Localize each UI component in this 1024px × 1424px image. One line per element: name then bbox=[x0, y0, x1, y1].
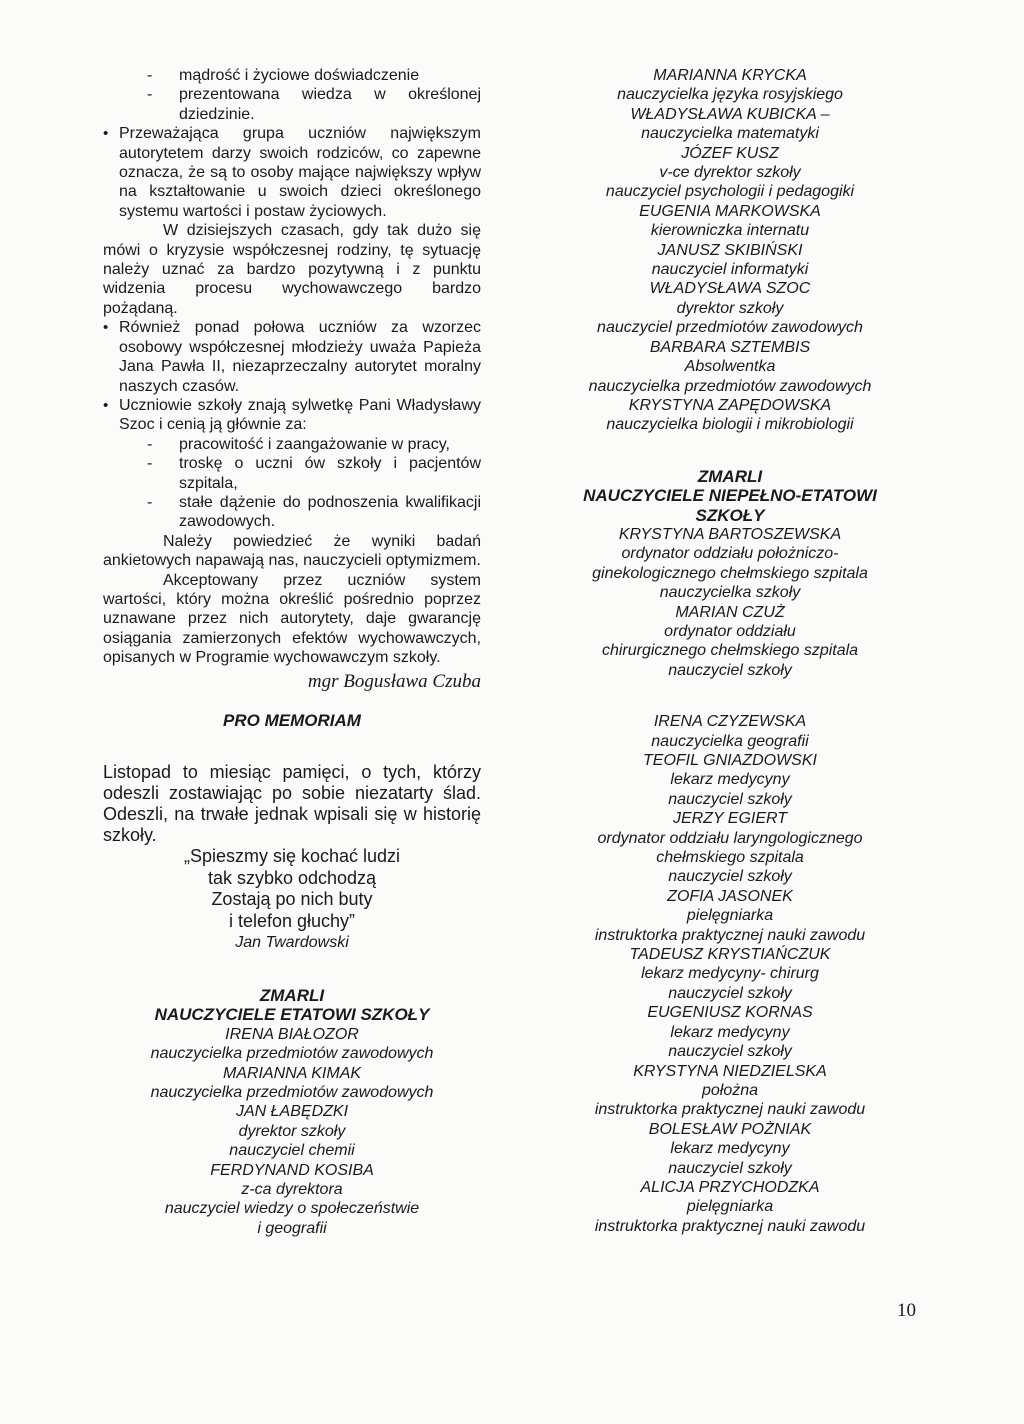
person-role: nauczyciel przedmiotów zawodowych bbox=[597, 319, 863, 337]
person-role: i geografii bbox=[257, 1219, 327, 1237]
person-name: EUGENIA MARKOWSKA bbox=[639, 202, 821, 220]
person-role: nauczyciel szkoły bbox=[668, 1159, 792, 1177]
poem-line: Zostają po nich buty bbox=[211, 889, 373, 910]
list-item: - prezentowana wiedza w określonej dziedzinie. bbox=[147, 85, 481, 124]
person-role: instruktorka praktycznej nauki zawodu bbox=[594, 926, 866, 944]
person-role: nauczyciel szkoły bbox=[668, 661, 792, 679]
person-role: kierowniczka internatu bbox=[650, 222, 810, 240]
person-name: IRENA BIAŁOZOR bbox=[225, 1025, 359, 1043]
intro-paragraph: Listopad to miesiąc pamięci, o tych, którzy odeszli zostawiając po sobie niezatarty ślad. Odeszli, na trwałe jednak wpisali się w historię szkoły. bbox=[103, 762, 481, 846]
person-role: nauczycielka przedmiotów zawodowych bbox=[588, 377, 872, 395]
right-column bbox=[560, 66, 900, 1236]
list-item: - pracowitość i zaangażowanie w pracy, bbox=[147, 435, 481, 454]
bullet-paragraph: • Uczniowie szkoły znają sylwetkę Pani Władysławy Szoc i cenią ją głównie za: bbox=[103, 396, 481, 435]
list-item: - mądrość i życiowe doświadczenie bbox=[147, 66, 481, 85]
person-name: ZOFIA JASONEK bbox=[667, 887, 793, 905]
person-name: KRYSTYNA NIEDZIELSKA bbox=[633, 1062, 827, 1080]
bullet-paragraph: • Również ponad połowa uczniów za wzorzec osobowy współczesnej młodzieży uważa Papieża Jana Pawła II, niezaprzeczalny autorytet moralny naszych czasów. bbox=[103, 318, 481, 396]
paragraph: W dzisiejszych czasach, gdy tak dużo się mówi o kryzysie współczesnej rodziny, tę sytuację należy uznać za bardzo pozytywną i z punktu widzenia procesu wychowawczego bardzo pożądaną. bbox=[103, 222, 481, 317]
person-name: EUGENIUSZ KORNAS bbox=[647, 1004, 813, 1022]
person-role: instruktorka praktycznej nauki zawodu bbox=[594, 1101, 866, 1119]
person-name: MARIANNA KRYCKA bbox=[653, 67, 807, 84]
person-name: WŁADYSŁAWA SZOC bbox=[649, 280, 811, 298]
person-role: chełmskiego szpitala bbox=[656, 849, 804, 867]
person-role: ordynator oddziału bbox=[664, 622, 796, 640]
person-role: lekarz medycyny bbox=[670, 771, 790, 789]
person-role: nauczyciel szkoły bbox=[668, 790, 792, 808]
person-role: v-ce dyrektor szkoły bbox=[659, 164, 801, 182]
person-name: BOLESŁAW POŻNIAK bbox=[648, 1120, 812, 1138]
person-role: lekarz medycyny bbox=[670, 1023, 790, 1041]
person-name: TEOFIL GNIAZDOWSKI bbox=[643, 752, 817, 769]
person-name: JANUSZ SKIBIŃSKI bbox=[657, 241, 803, 259]
list-item: - troskę o uczni ów szkoły i pacjentów szpitala, bbox=[147, 454, 481, 493]
person-name: ALICJA PRZYCHODZKA bbox=[640, 1178, 820, 1196]
person-role: ginekologicznego chełmskiego szpitala bbox=[592, 564, 868, 582]
person-role: z-ca dyrektora bbox=[241, 1180, 343, 1198]
paragraph: Należy powiedzieć że wyniki badań ankietowych napawają nas, nauczycieli optymizmem. bbox=[103, 532, 481, 570]
section-heading: PRO MEMORIAM bbox=[223, 711, 361, 730]
person-name: FERDYNAND KOSIBA bbox=[210, 1161, 374, 1179]
person-name: TADEUSZ KRYSTIAŃCZUK bbox=[629, 946, 831, 964]
name-list bbox=[560, 712, 900, 1236]
person-role: nauczycielka szkoły bbox=[659, 584, 801, 602]
person-role: dyrektor szkoły bbox=[238, 1122, 346, 1140]
person-role: lekarz medycyny- chirurg bbox=[641, 965, 819, 983]
person-role: nauczycielka przedmiotów zawodowych bbox=[150, 1045, 434, 1063]
person-role: instruktorka praktycznej nauki zawodu bbox=[594, 1217, 866, 1235]
person-role: nauczycielka przedmiotów zawodowych bbox=[150, 1083, 434, 1101]
person-role: nauczyciel szkoły bbox=[668, 984, 792, 1002]
person-name: KRYSTYNA ZAPĘDOWSKA bbox=[628, 396, 832, 414]
poem-author: Jan Twardowski bbox=[235, 934, 349, 952]
section-subheading: SZKOŁY bbox=[695, 505, 765, 525]
person-name: MARIAN CZUŻ bbox=[675, 603, 785, 621]
person-role: pielęgniarka bbox=[686, 907, 774, 925]
person-name: IRENA CZYZEWSKA bbox=[653, 713, 807, 731]
person-role: nauczyciel informatyki bbox=[651, 261, 809, 279]
page-number: 10 bbox=[897, 1300, 916, 1321]
poem-line: i telefon głuchy” bbox=[228, 910, 356, 931]
person-role: nauczycielka biologii i mikrobiologii bbox=[606, 416, 854, 434]
person-role: nauczyciel wiedzy o społeczeństwie bbox=[164, 1200, 420, 1218]
poem bbox=[103, 846, 481, 954]
signature: mgr Bogusława Czuba bbox=[307, 670, 481, 692]
person-name: MARIANNA KIMAK bbox=[222, 1064, 362, 1082]
person-role: nauczyciel psychologii i pedagogiki bbox=[605, 183, 855, 201]
left-column bbox=[103, 66, 481, 1238]
bullet-paragraph: • Przeważająca grupa uczniów największym autorytetem darzy swoich rodziców, co zapewne oznacza, że są to osoby mające największy wpływ na kształtowanie u swoich dzieci określonego systemu wartości i postaw życiowych. bbox=[103, 124, 481, 221]
section-subheading: NAUCZYCIELE ETATOWI SZKOŁY bbox=[154, 1005, 430, 1025]
name-list bbox=[103, 1025, 481, 1238]
person-role: nauczyciel chemii bbox=[229, 1142, 355, 1160]
person-name: BARBARA SZTEMBIS bbox=[649, 338, 811, 356]
poem-line: tak szybko odchodzą bbox=[207, 867, 377, 888]
person-role: dyrektor szkoły bbox=[676, 299, 784, 317]
name-list bbox=[560, 525, 900, 680]
person-name: KRYSTYNA BARTOSZEWSKA bbox=[618, 525, 842, 543]
person-role: nauczycielka języka rosyjskiego bbox=[617, 86, 843, 104]
person-name: WŁADYSŁAWA KUBICKA – bbox=[630, 105, 830, 123]
poem-line: „Spieszmy się kochać ludzi bbox=[183, 846, 401, 867]
person-role: nauczycielka geografii bbox=[651, 732, 809, 750]
person-role: lekarz medycyny bbox=[670, 1140, 790, 1158]
person-role: nauczyciel szkoły bbox=[668, 868, 792, 886]
section-subheading: NAUCZYCIELE NIEPEŁNO-ETATOWI bbox=[583, 486, 877, 506]
person-role: pielęgniarka bbox=[686, 1198, 774, 1216]
person-role: nauczycielka matematyki bbox=[641, 125, 819, 143]
person-name: JERZY EGIERT bbox=[672, 810, 788, 828]
person-role: położna bbox=[701, 1081, 759, 1099]
person-name: JAN ŁABĘDZKI bbox=[235, 1103, 349, 1121]
person-role: Absolwentka bbox=[684, 358, 776, 376]
paragraph: Akceptowany przez uczniów system wartości, który można określić pośrednio poprzez uznawane przez nich autorytety, daje gwarancję osiągania zamierzonych efektów wychowawczych, opisanych w Programie wychowawczym szkoły. bbox=[103, 571, 481, 667]
person-name: JÓZEF KUSZ bbox=[681, 144, 779, 162]
section-heading: ZMARLI bbox=[697, 466, 763, 486]
name-list bbox=[560, 66, 900, 435]
list-item: - stałe dążenie do podnoszenia kwalifikacji zawodowych. bbox=[147, 493, 481, 532]
person-role: chirurgicznego chełmskiego szpitala bbox=[601, 642, 859, 660]
person-role: ordynator oddziału laryngologicznego bbox=[597, 829, 863, 847]
person-role: nauczyciel szkoły bbox=[668, 1043, 792, 1061]
section-heading: ZMARLI bbox=[259, 985, 325, 1005]
person-role: ordynator oddziału położniczo- bbox=[621, 545, 839, 563]
